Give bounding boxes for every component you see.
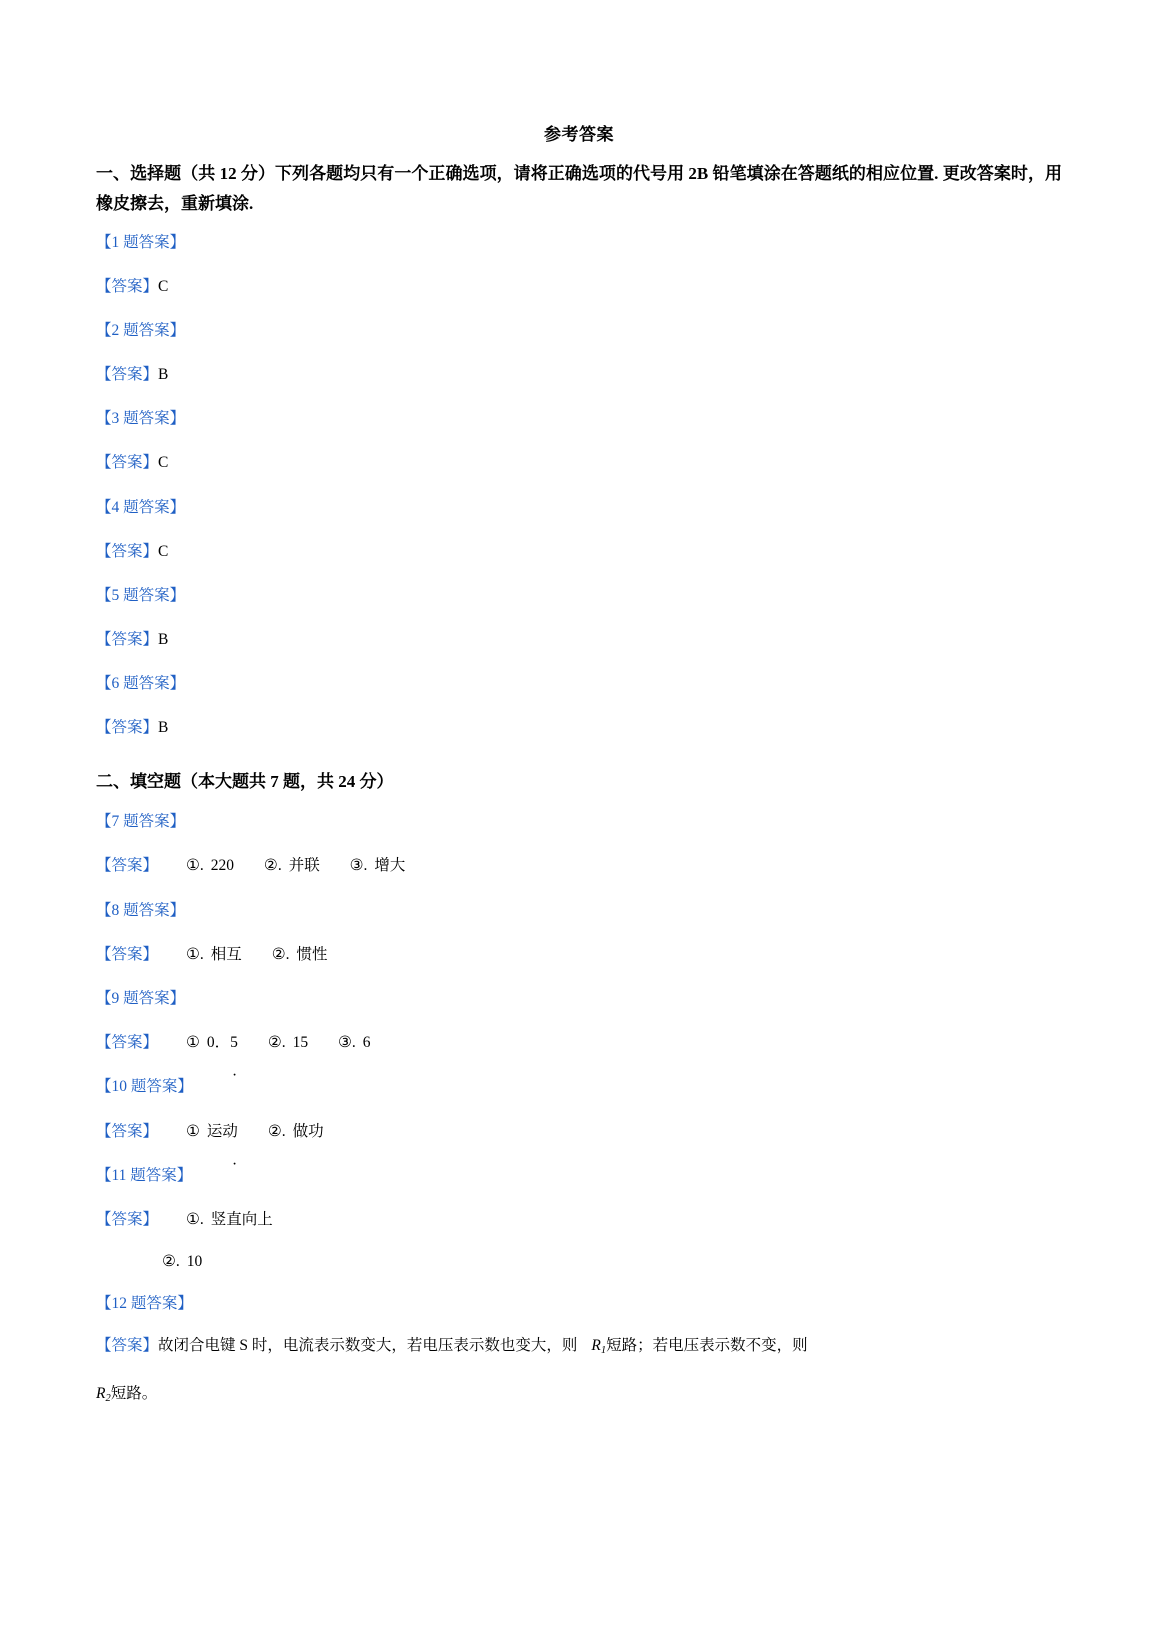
question-label: 【6 题答案】 — [96, 675, 186, 693]
resistor-symbol: $R_2$ — [96, 1385, 111, 1405]
answer-part: ①. 相互 — [186, 945, 242, 963]
answer-part: ③. 增大 — [349, 857, 406, 875]
answer-line — [96, 1021, 1062, 1065]
answer-line — [96, 706, 1062, 750]
answer-tag: 【答案】 — [96, 366, 159, 384]
answer-tag: 【答案】 — [96, 1122, 159, 1140]
answer-value: C — [158, 542, 169, 560]
answer-line — [96, 933, 1062, 977]
answer-text: 故闭合电键 S 时，电流表示数变大，若电压表示数也变大，则 — [158, 1336, 578, 1354]
answer-part: ②. 并联 — [263, 857, 320, 875]
answer-line — [96, 1327, 1062, 1415]
section-heading-choice: 一、选择题（共 12 分）下列各题均只有一个正确选项，请将正确选项的代号用 2B 铅笔填涂在答题纸的相应位置. 更改答案时，用橡皮擦去，重新填涂. — [96, 164, 1062, 213]
answer-value: C — [158, 277, 169, 295]
question-label: 【2 题答案】 — [96, 321, 186, 339]
answer-value: B — [158, 719, 169, 737]
question-label: 【9 题答案】 — [96, 990, 186, 1007]
answer-tag: 【答案】 — [96, 454, 159, 472]
question-label: 【3 题答案】 — [96, 410, 186, 428]
answer-value: B — [158, 366, 169, 384]
answer-part: ①. 竖直向上 — [186, 1210, 273, 1228]
question-label: 【7 题答案】 — [96, 813, 186, 831]
answer-line — [96, 530, 1062, 574]
answer-part: ① 0．5 — [186, 1034, 238, 1052]
answer-tag: 【答案】 — [96, 719, 159, 737]
answer-part: ①. 220 — [186, 857, 235, 875]
question-label: 【1 题答案】 — [96, 233, 186, 251]
question-label: 【12 题答案】 — [96, 1295, 193, 1313]
answer-tag: 【答案】 — [96, 631, 159, 649]
answer-tag: 【答案】 — [96, 1336, 159, 1354]
answer-line — [96, 265, 1062, 309]
answer-tag: 【答案】 — [96, 542, 159, 560]
question-label: 【8 题答案】 — [96, 901, 186, 919]
answer-text: 短路。 — [110, 1385, 158, 1403]
answer-line — [96, 441, 1062, 485]
answer-part: ②. 惯性 — [271, 945, 328, 963]
answer-line-continued: ②. 10 — [162, 1253, 203, 1271]
answer-text: 短路；若电压表示数不变，则 — [606, 1336, 808, 1354]
answer-part: ③. 6 — [337, 1034, 371, 1052]
answer-tag: 【答案】 — [96, 277, 159, 295]
answer-tag: 【答案】 — [96, 1034, 159, 1052]
answer-tag: 【答案】 — [96, 1210, 159, 1228]
question-label: 【5 题答案】 — [96, 586, 186, 604]
answer-value: C — [158, 454, 169, 472]
answer-tag: 【答案】 — [96, 945, 159, 963]
page-title: 参考答案 — [544, 125, 614, 144]
answer-line — [96, 844, 1062, 888]
answer-line — [96, 618, 1062, 662]
resistor-symbol: $R_1$ — [591, 1336, 607, 1356]
question-label: 【4 题答案】 — [96, 498, 186, 516]
section-heading-fill: 二、填空题（本大题共 7 题，共 24 分） — [96, 771, 394, 791]
question-label: 【11 题答案】 — [96, 1166, 193, 1184]
answer-part: ②. 做功 — [267, 1122, 324, 1140]
answer-part: ① 运动 — [186, 1122, 238, 1140]
answer-line — [96, 1110, 1062, 1154]
answer-line — [96, 1198, 1062, 1242]
answer-tag: 【答案】 — [96, 857, 159, 875]
question-label: 【10 题答案】 — [96, 1078, 193, 1096]
answer-part: ②. 15 — [267, 1034, 309, 1052]
answer-value: B — [158, 631, 169, 649]
answer-line — [96, 353, 1062, 397]
